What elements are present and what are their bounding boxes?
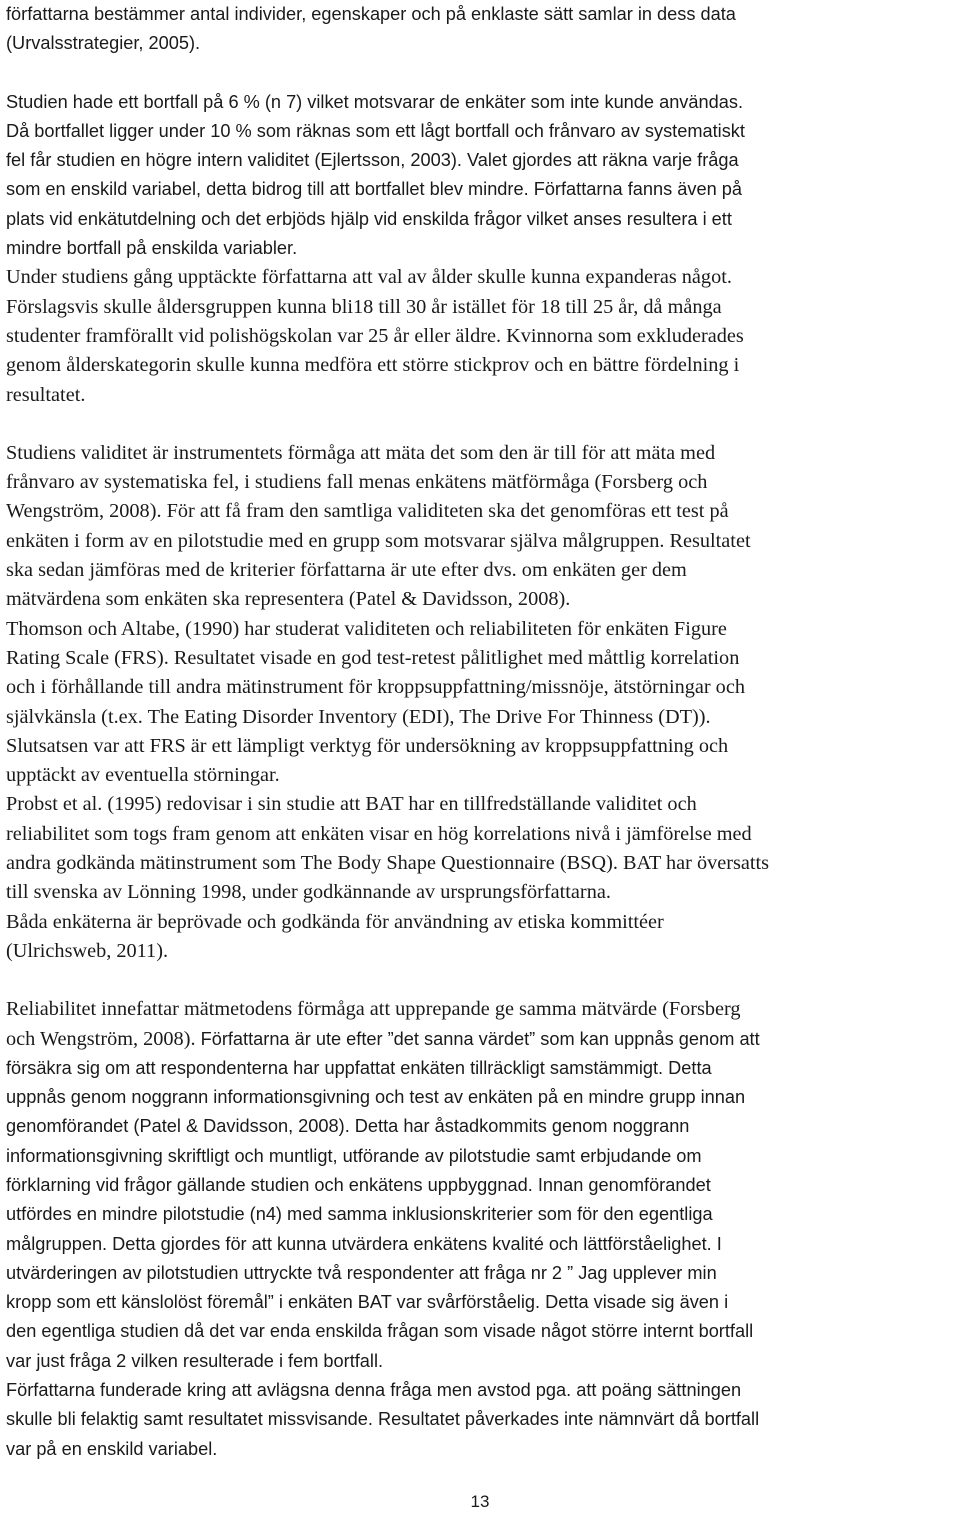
text-run: förklarning vid frågor gällande studien och enkätens uppbyggnad. Innan genomförandet	[6, 1174, 711, 1195]
text-run: frånvaro av systematiska fel, i studiens fall menas enkätens mätförmåga (Forsberg och	[6, 471, 708, 494]
text-run: resultatet.	[6, 383, 86, 406]
text-run: upptäckt av eventuella störningar.	[6, 764, 280, 787]
text-line	[6, 117, 956, 146]
text-run: författarna bestämmer antal individer, egenskaper och på enklaste sätt samlar in dess data	[6, 4, 736, 24]
text-run: reliabilitet som togs fram genom att enkäten visar en hög korrelations nivå i jämförelse med	[6, 822, 752, 845]
text-line	[6, 1083, 956, 1112]
text-run: och i förhållande till andra mätinstrument för kroppsuppfattning/missnöje, ätstörningar och	[6, 676, 745, 699]
text-line	[6, 1405, 956, 1434]
text-run: utvärderingen av pilotstudien uttryckte två respondenter att fråga nr 2 ” Jag upplever min	[6, 1262, 717, 1283]
text-line	[6, 1142, 956, 1171]
text-line	[6, 497, 956, 526]
text-run: Studiens validitet är instrumentets förmåga att mäta det som den är till för att mäta med	[6, 441, 716, 464]
text-run: ska sedan jämföras med de kriterier författarna är ute efter dvs. om enkäten ger dem	[6, 559, 687, 582]
text-run: utfördes en mindre pilotstudie (n4) med samma inklusionskriterier som för den egentliga	[6, 1204, 713, 1225]
text-run: var just fråga 2 vilken resulterade i fem bortfall.	[6, 1350, 384, 1371]
text-run: som en enskild variabel, detta bidrog till att bortfallet blev mindre. Författarna fanns även på	[6, 179, 742, 200]
text-run: självkänsla (t.ex. The Eating Disorder Inventory (EDI), The Drive For Thinness (DT)).	[6, 705, 711, 728]
text-run: Under studiens gång upptäckte författarna att val av ålder skulle kunna expanderas något.	[6, 266, 732, 289]
text-run: Wengström, 2008). För att få fram den samtliga validiteten ska det genomföras ett test på	[6, 500, 729, 523]
text-line	[6, 175, 956, 204]
text-run: och Wengström, 2008).	[6, 1027, 201, 1050]
text-line	[6, 585, 956, 614]
text-run: Slutsatsen var att FRS är ett lämpligt verktyg för undersökning av kroppsuppfattning och	[6, 734, 729, 757]
text-run: den egentliga studien då det var enda enskilda frågan som visade något större internt bortfall	[6, 1321, 754, 1342]
text-line	[6, 995, 956, 1024]
text-line	[6, 1230, 956, 1259]
text-line	[6, 527, 956, 556]
text-line	[6, 849, 956, 878]
text-run: Båda enkäterna är beprövade och godkända för användning av etiska kommittéer	[6, 910, 664, 933]
text-line	[6, 146, 956, 175]
text-run: informationsgivning skriftligt och muntligt, utförande av pilotstudie samt erbjudande om	[6, 1145, 702, 1166]
text-line	[6, 381, 956, 410]
text-line	[6, 908, 956, 937]
text-run: enkäten i form av en pilotstudie med en grupp som motsvarar själva målgruppen. Resultatet	[6, 529, 751, 552]
text-line	[6, 644, 956, 673]
text-run: försäkra sig om att respondenterna har uppfattat enkäten tillräckligt samstämmigt. Detta	[6, 1057, 712, 1078]
text-line	[6, 673, 956, 702]
text-line	[6, 351, 956, 380]
text-run: (Urvalsstrategier, 2005).	[6, 33, 201, 54]
text-run: kropp som ett känslolöst föremål” i enkäten BAT var svårförståelig.	[6, 1292, 546, 1313]
text-line	[6, 761, 956, 790]
text-line	[6, 468, 956, 497]
page-number: 13	[470, 1492, 490, 1511]
text-line	[6, 1200, 956, 1229]
text-run: fel får studien en högre intern validitet (Ejlertsson, 2003). Valet gjordes att räkna varje fråga	[6, 150, 739, 171]
text-run: Detta visade sig även i	[545, 1292, 729, 1313]
text-line	[6, 1054, 956, 1083]
text-line	[6, 234, 956, 263]
text-run: Reliabilitet innefattar mätmetodens förmåga att upprepande ge samma mätvärde (Forsberg	[6, 998, 741, 1021]
text-run: Författarna funderade kring att avlägsna denna fråga men avstod pga. att poäng sättningen	[6, 1380, 742, 1401]
text-run: till svenska av Lönning 1998, under godkännande av ursprungsförfattarna.	[6, 881, 611, 904]
text-line	[6, 439, 956, 468]
text-run: andra godkända mätinstrument som The Body Shape Questionnaire (BSQ). BAT har översatts	[6, 852, 770, 875]
paragraph-gap	[6, 410, 956, 439]
text-line	[6, 1025, 956, 1054]
text-line	[6, 878, 956, 907]
text-run: plats vid enkätutdelning och det erbjöds hjälp vid enskilda frågor vilket anses resultera i ett	[6, 208, 732, 229]
text-line	[6, 732, 956, 761]
text-line	[6, 703, 956, 732]
text-run: uppnås genom noggrann informationsgivning och test av enkäten på en mindre grupp innan	[6, 1087, 746, 1108]
text-line	[6, 615, 956, 644]
text-run: mätvärdena som enkäten ska representera (Patel & Davidsson, 2008).	[6, 588, 571, 611]
text-line	[6, 556, 956, 585]
paragraph-gap	[6, 59, 956, 88]
body-text	[6, 0, 956, 1464]
text-line	[6, 1435, 956, 1464]
text-line	[6, 29, 956, 58]
text-line	[6, 293, 956, 322]
text-run: Probst et al. (1995) redovisar i sin studie att BAT har en tillfredställande validitet och	[6, 793, 697, 816]
text-run: Thomson och Altabe, (1990) har studerat validiteten och reliabiliteten för enkäten Figure	[6, 617, 727, 640]
text-line	[6, 205, 956, 234]
text-line	[6, 937, 956, 966]
text-line	[6, 1376, 956, 1405]
text-line	[6, 0, 956, 29]
text-run: skulle bli felaktig samt resultatet missvisande. Resultatet påverkades inte nämnvärt då bortfall	[6, 1409, 760, 1430]
text-run: genomförandet (Patel & Davidsson, 2008). Detta har åstadkommits genom noggrann	[6, 1116, 690, 1137]
text-line	[6, 1317, 956, 1346]
text-run: Studien hade ett bortfall på 6 % (n 7) vilket motsvarar de enkäter som inte kunde användas.	[6, 91, 744, 112]
text-run: Rating Scale (FRS). Resultatet visade en god test-retest pålitlighet med måttlig korrelation	[6, 646, 740, 669]
text-line	[6, 790, 956, 819]
paragraph-gap	[6, 966, 956, 995]
text-run: Författarna är ute efter ”det sanna värdet” som kan uppnås genom att	[200, 1028, 760, 1049]
text-run: studenter framförallt vid polishögskolan var 25 år eller äldre. Kvinnorna som exkluderades	[6, 324, 744, 347]
text-line	[6, 263, 956, 292]
text-run: genom ålderskategorin skulle kunna medföra ett större stickprov och en bättre fördelning i	[6, 354, 740, 377]
text-line	[6, 820, 956, 849]
text-line	[6, 1288, 956, 1317]
text-run: var på en enskild variabel.	[6, 1438, 218, 1459]
text-run: Förslagsvis skulle åldersgruppen kunna bli18 till 30 år istället för 18 till 25 år, då många	[6, 295, 722, 318]
text-line	[6, 1171, 956, 1200]
text-run: (Ulrichsweb, 2011).	[6, 939, 169, 962]
text-run: målgruppen. Detta gjordes för att kunna utvärdera enkätens kvalité och lättförståelighet. I	[6, 1233, 722, 1254]
text-line	[6, 1112, 956, 1141]
text-line	[6, 1347, 956, 1376]
text-run: mindre bortfall på enskilda variabler.	[6, 238, 298, 259]
text-line	[6, 1259, 956, 1288]
text-line	[6, 322, 956, 351]
text-run: Då bortfallet ligger under 10 % som räknas som ett lågt bortfall och frånvaro av systematiskt	[6, 120, 745, 141]
text-line	[6, 88, 956, 117]
